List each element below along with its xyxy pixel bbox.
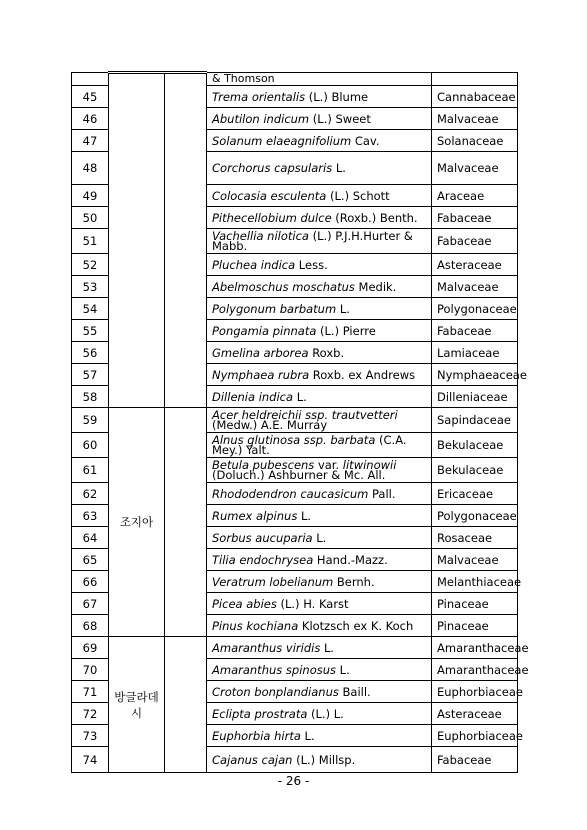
- scientific-name: [207, 571, 432, 593]
- scientific-name: [207, 747, 432, 773]
- scientific-name-italic: Cajanus cajan: [212, 752, 293, 767]
- family-name: Lamiaceae: [432, 342, 518, 364]
- scientific-name-italic: Betula pubescens: [212, 458, 315, 472]
- scientific-name: [207, 659, 432, 681]
- scientific-name-author: L.: [320, 640, 335, 655]
- scientific-name-italic: Picea abies: [212, 596, 277, 611]
- scientific-name-italic: Pongamia pinnata: [212, 323, 317, 338]
- scientific-name: [207, 527, 432, 549]
- family-name: Solanaceae: [432, 130, 518, 152]
- scientific-name-author: Hand.-Mazz.: [313, 552, 388, 567]
- row-number: 66: [72, 571, 109, 593]
- family-name: Araceae: [432, 185, 518, 207]
- family-name: Dilleniaceae: [432, 386, 518, 408]
- family-name: Bekulaceae: [432, 433, 518, 458]
- scientific-name-author: var.: [314, 458, 343, 472]
- scientific-name: [207, 725, 432, 747]
- scientific-name: [207, 152, 432, 185]
- row-number: 54: [72, 298, 109, 320]
- family-name: Pinaceae: [432, 615, 518, 637]
- number-cell: [72, 73, 109, 86]
- family-name: Asteraceae: [432, 703, 518, 725]
- family-name: Pinaceae: [432, 593, 518, 615]
- scientific-name: [207, 433, 432, 458]
- row-number: 63: [72, 505, 109, 527]
- scientific-name-author: Klotzsch ex K. Koch: [298, 618, 414, 633]
- family-name: Malvaceae: [432, 276, 518, 298]
- row-number: 58: [72, 386, 109, 408]
- scientific-name: [207, 130, 432, 152]
- row-number: 68: [72, 615, 109, 637]
- table-row: [72, 86, 518, 108]
- row-number: 46: [72, 108, 109, 130]
- scientific-name-author: (Medw.) A.E. Murray: [212, 408, 402, 432]
- family-name: Polygonaceae: [432, 298, 518, 320]
- row-number: 61: [72, 458, 109, 483]
- family-name: Rosaceae: [432, 527, 518, 549]
- scientific-name-italic: Croton bonplandianus: [212, 684, 339, 699]
- scientific-name-author: (L.) Schott: [326, 188, 390, 203]
- scientific-name-italic: Alnus glutinosa ssp. barbata: [212, 433, 376, 447]
- page-number: - 26 -: [277, 774, 310, 788]
- row-number: 72: [72, 703, 109, 725]
- scientific-name-italic: Eclipta prostrata: [212, 706, 308, 721]
- row-number: 56: [72, 342, 109, 364]
- region-cell: [109, 73, 165, 86]
- scientific-name-author: L.: [312, 530, 327, 545]
- scientific-name-author: L.: [293, 389, 307, 404]
- family-name: Fabaceae: [432, 229, 518, 254]
- scientific-name-author: Roxb. ex Andrews: [309, 367, 416, 382]
- row-number: 53: [72, 276, 109, 298]
- region-cell: 방글라데시: [109, 637, 165, 773]
- scientific-name-italic: Trema orientalis: [212, 89, 306, 104]
- scientific-name: [207, 703, 432, 725]
- row-number: 64: [72, 527, 109, 549]
- scientific-name-author: (Roxb.) Benth.: [331, 210, 418, 225]
- scientific-name-author: L.: [336, 301, 350, 316]
- scientific-name-italic: Acer heldreichii ssp. trautvetteri: [212, 408, 398, 422]
- row-number: 48: [72, 152, 109, 185]
- scientific-name: [207, 386, 432, 408]
- scientific-name-italic: Amaranthus viridis: [212, 640, 321, 655]
- blank-cell: [165, 408, 207, 637]
- scientific-name: [207, 229, 432, 254]
- scientific-name-author: L.: [297, 508, 312, 523]
- scientific-name-author: Pall.: [368, 486, 396, 501]
- scientific-name: [207, 458, 432, 483]
- scientific-name-italic: Sorbus aucuparia: [212, 530, 313, 545]
- row-number: 55: [72, 320, 109, 342]
- family-name: Fabaceae: [432, 320, 518, 342]
- row-number: 47: [72, 130, 109, 152]
- row-number: 59: [72, 408, 109, 433]
- scientific-name-author: Medik.: [354, 279, 397, 294]
- family-name: Malvaceae: [432, 152, 518, 185]
- row-number: 67: [72, 593, 109, 615]
- family-name: Melanthiaceae: [432, 571, 518, 593]
- family-name: Polygonaceae: [432, 505, 518, 527]
- scientific-name: [207, 549, 432, 571]
- scientific-name-italic: Corchorus capsularis: [212, 161, 333, 175]
- scientific-name-italic: Vachellia nilotica: [212, 229, 309, 243]
- scientific-name-author: (L.) Millsp.: [292, 752, 356, 767]
- region-cell: [109, 86, 165, 408]
- blank-cell: [165, 637, 207, 773]
- family-name: Malvaceae: [432, 549, 518, 571]
- scientific-name-author: (L.) L.: [307, 706, 344, 721]
- row-number: 52: [72, 254, 109, 276]
- scientific-name: [207, 505, 432, 527]
- family-name: Nymphaeaceae: [432, 364, 518, 386]
- scientific-name-italic: Rhododendron caucasicum: [212, 486, 369, 501]
- scientific-name-italic: Polygonum barbatum: [212, 301, 337, 316]
- scientific-name-author: L.: [332, 161, 346, 175]
- table-row: [72, 408, 518, 433]
- scientific-name-italic: Solanum elaeagnifolium: [212, 133, 352, 148]
- scientific-name-author: Baill.: [338, 684, 371, 699]
- scientific-name-italic: Rumex alpinus: [212, 508, 298, 523]
- family-name: Malvaceae: [432, 108, 518, 130]
- family-name: Euphorbiaceae: [432, 681, 518, 703]
- family-name: Cannabaceae: [432, 86, 518, 108]
- scientific-name-italic: Euphorbia hirta: [212, 728, 301, 743]
- blank-cell: [165, 73, 207, 86]
- family-name: Sapindaceae: [432, 408, 518, 433]
- row-number: 73: [72, 725, 109, 747]
- family-cell: [432, 73, 518, 86]
- scientific-name-author: (Doluch.) Ashburner & Mc. All.: [212, 458, 401, 482]
- blank-cell: [165, 86, 207, 408]
- scientific-name: [207, 86, 432, 108]
- scientific-name-italic: Abutilon indicum: [212, 111, 310, 126]
- row-number: 45: [72, 86, 109, 108]
- region-cell: 조지아: [109, 408, 165, 637]
- scientific-name-author: L.: [300, 728, 315, 743]
- scientific-name: [207, 298, 432, 320]
- scientific-name: [207, 681, 432, 703]
- scientific-name: [207, 593, 432, 615]
- row-number: 65: [72, 549, 109, 571]
- scientific-name-author: (L.) Blume: [305, 89, 369, 104]
- scientific-name-italic: litwinowii: [342, 458, 397, 472]
- row-number: 69: [72, 637, 109, 659]
- scientific-name-italic: Gmelina arborea: [212, 345, 309, 360]
- row-number: 70: [72, 659, 109, 681]
- scientific-name-italic: Colocasia esculenta: [212, 188, 327, 203]
- scientific-name-italic: Veratrum lobelianum: [212, 574, 334, 589]
- scientific-name: [207, 276, 432, 298]
- scientific-name: [207, 207, 432, 229]
- scientific-name: [207, 342, 432, 364]
- scientific-name-author: (L.) H. Karst: [276, 596, 349, 611]
- family-name: Fabaceae: [432, 207, 518, 229]
- scientific-name-author: (L.) P.J.H.Hurter & Mabb.: [212, 229, 417, 253]
- scientific-name-italic: Pluchea indica: [212, 257, 296, 272]
- scientific-name: [207, 408, 432, 433]
- family-name: Fabaceae: [432, 747, 518, 773]
- continuation-text: & Thomson: [207, 73, 432, 86]
- family-name: Euphorbiaceae: [432, 725, 518, 747]
- family-name: Amaranthaceae: [432, 659, 518, 681]
- scientific-name-italic: Tilia endochrysea: [212, 552, 314, 567]
- scientific-name-italic: Pinus kochiana: [212, 618, 299, 633]
- scientific-name: [207, 254, 432, 276]
- row-number: 60: [72, 433, 109, 458]
- row-number: 71: [72, 681, 109, 703]
- continuation-row: [72, 73, 518, 86]
- family-name: Ericaceae: [432, 483, 518, 505]
- scientific-name-author: L.: [336, 662, 350, 677]
- scientific-name-italic: Amaranthus spinosus: [212, 662, 336, 677]
- row-number: 74: [72, 747, 109, 773]
- row-number: 57: [72, 364, 109, 386]
- scientific-name: [207, 108, 432, 130]
- scientific-name-author: (L.) Sweet: [309, 111, 371, 126]
- scientific-name-author: Roxb.: [308, 345, 345, 360]
- family-name: Bekulaceae: [432, 458, 518, 483]
- row-number: 62: [72, 483, 109, 505]
- table-row: [72, 637, 518, 659]
- scientific-name-author: Less.: [295, 257, 328, 272]
- scientific-name-author: Cav.: [351, 133, 380, 148]
- scientific-name: [207, 615, 432, 637]
- scientific-name: [207, 364, 432, 386]
- scientific-name-italic: Pithecellobium dulce: [212, 210, 332, 225]
- row-number: 49: [72, 185, 109, 207]
- scientific-name: [207, 637, 432, 659]
- family-name: Amaranthaceae: [432, 637, 518, 659]
- scientific-name-author: Bernh.: [333, 574, 375, 589]
- scientific-name: [207, 185, 432, 207]
- scientific-name-italic: Dillenia indica: [212, 389, 294, 404]
- scientific-name-author: (C.A. Mey.) Yalt.: [212, 433, 411, 457]
- scientific-name-author: (L.) Pierre: [316, 323, 376, 338]
- row-number: 50: [72, 207, 109, 229]
- scientific-name-italic: Nymphaea rubra: [212, 367, 310, 382]
- family-name: Asteraceae: [432, 254, 518, 276]
- row-number: 51: [72, 229, 109, 254]
- scientific-name-italic: Abelmoschus moschatus: [212, 279, 355, 294]
- scientific-name: [207, 483, 432, 505]
- scientific-name: [207, 320, 432, 342]
- species-table: [71, 71, 529, 773]
